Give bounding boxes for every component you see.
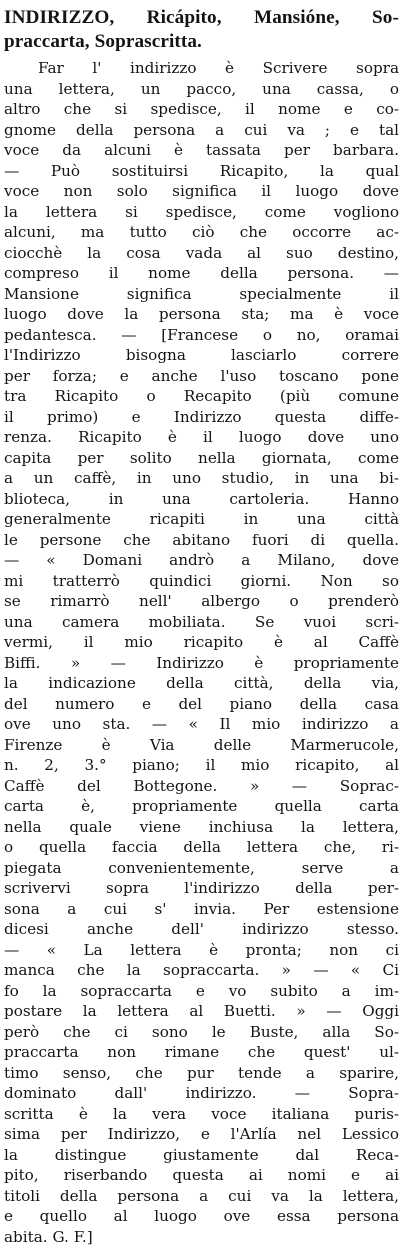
body-line: postare la lettera al Buetti. » — Oggi [4, 1001, 399, 1022]
body-line: titoli della persona a cui va la lettera, [4, 1186, 399, 1207]
body-line: timo senso, che pur tende a sparire, [4, 1063, 399, 1084]
body-line: e quello al luogo ove essa persona [4, 1206, 399, 1227]
body-line: nella quale viene inchiusa la lettera, [4, 817, 399, 838]
body-line: praccarta non rimane che quest' ul- [4, 1042, 399, 1063]
body-line: la indicazione della città, della via, [4, 673, 399, 694]
body-line: piegata convenientemente, serve a [4, 858, 399, 879]
body-line: capita per solito nella giornata, come [4, 448, 399, 469]
body-line: fo la sopraccarta e vo subito a im- [4, 981, 399, 1002]
body-line: ciocchè la cosa vada al suo destino, [4, 243, 399, 264]
body-line: però che ci sono le Buste, alla So- [4, 1022, 399, 1043]
body-line: per forza; e anche l'uso toscano pone [4, 366, 399, 387]
body-line: voce da alcuni è tassata per barbara. [4, 140, 399, 161]
body-line: vermi, il mio ricapito è al Caffè [4, 632, 399, 653]
body-line: n. 2, 3.° piano; il mio ricapito, al [4, 755, 399, 776]
body-line: pedantesca. — [Francese o no, oramai [4, 325, 399, 346]
body-line: altro che si spedisce, il nome e co- [4, 99, 399, 120]
body-line: generalmente ricapiti in una città [4, 509, 399, 530]
body-line: luogo dove la persona sta; ma è voce [4, 304, 399, 325]
heading-line: praccarta, Soprascritta. [4, 30, 399, 54]
body-line: scritta è la vera voce italiana puris- [4, 1104, 399, 1125]
body-line: l'Indirizzo bisogna lasciarlo correre [4, 345, 399, 366]
body-line: dicesi anche dell' indirizzo stesso. [4, 919, 399, 940]
body-line: Mansione significa specialmente il [4, 284, 399, 305]
body-line: una camera mobiliata. Se vuoi scri- [4, 612, 399, 633]
body-line: alcuni, ma tutto ciò che occorre ac- [4, 222, 399, 243]
body-line: il primo) e Indirizzo questa diffe- [4, 407, 399, 428]
body-line: — « Domani andrò a Milano, dove [4, 550, 399, 571]
entry-body [4, 58, 399, 1247]
body-line: abita. G. F.] [4, 1227, 399, 1247]
body-line: la lettera si spedisce, come vogliono [4, 202, 399, 223]
body-line: carta è, propriamente quella carta [4, 796, 399, 817]
body-line: renza. Ricapito è il luogo dove uno [4, 427, 399, 448]
entry-heading [4, 6, 399, 54]
body-line: ove uno sta. — « Il mio indirizzo a [4, 714, 399, 735]
body-line: voce non solo significa il luogo dove [4, 181, 399, 202]
body-line: compreso il nome della persona. — [4, 263, 399, 284]
body-line: una lettera, un pacco, una cassa, o [4, 79, 399, 100]
body-line: gnome della persona a cui va ; e tal [4, 120, 399, 141]
body-line: Firenze è Via delle Marmerucole, [4, 735, 399, 756]
body-line: Far l' indirizzo è Scrivere sopra [4, 58, 399, 79]
body-line: pito, riserbando questa ai nomi e ai [4, 1165, 399, 1186]
body-line: tra Ricapito o Recapito (più comune [4, 386, 399, 407]
body-line: mi tratterrò quindici giorni. Non so [4, 571, 399, 592]
body-line: sima per Indirizzo, e l'Arlía nel Lessico [4, 1124, 399, 1145]
body-line: — Può sostituirsi Ricapito, la qual [4, 161, 399, 182]
body-line: la distingue giustamente dal Reca- [4, 1145, 399, 1166]
heading-line: INDIRIZZO, Ricápito, Mansióne, So- [4, 6, 399, 30]
body-line: blioteca, in una cartoleria. Hanno [4, 489, 399, 510]
body-line: — « La lettera è pronta; non ci [4, 940, 399, 961]
body-line: o quella faccia della lettera che, ri- [4, 837, 399, 858]
body-line: Biffi. » — Indirizzo è propriamente [4, 653, 399, 674]
body-line: Caffè del Bottegone. » — Soprac- [4, 776, 399, 797]
body-line: sona a cui s' invia. Per estensione [4, 899, 399, 920]
body-line: le persone che abitano fuori di quella. [4, 530, 399, 551]
body-line: a un caffè, in uno studio, in una bi- [4, 468, 399, 489]
body-line: scrivervi sopra l'indirizzo della per- [4, 878, 399, 899]
body-line: del numero e del piano della casa [4, 694, 399, 715]
body-line: manca che la sopraccarta. » — « Ci [4, 960, 399, 981]
body-line: se rimarrò nell' albergo o prenderò [4, 591, 399, 612]
body-line: dominato dall' indirizzo. — Sopra- [4, 1083, 399, 1104]
